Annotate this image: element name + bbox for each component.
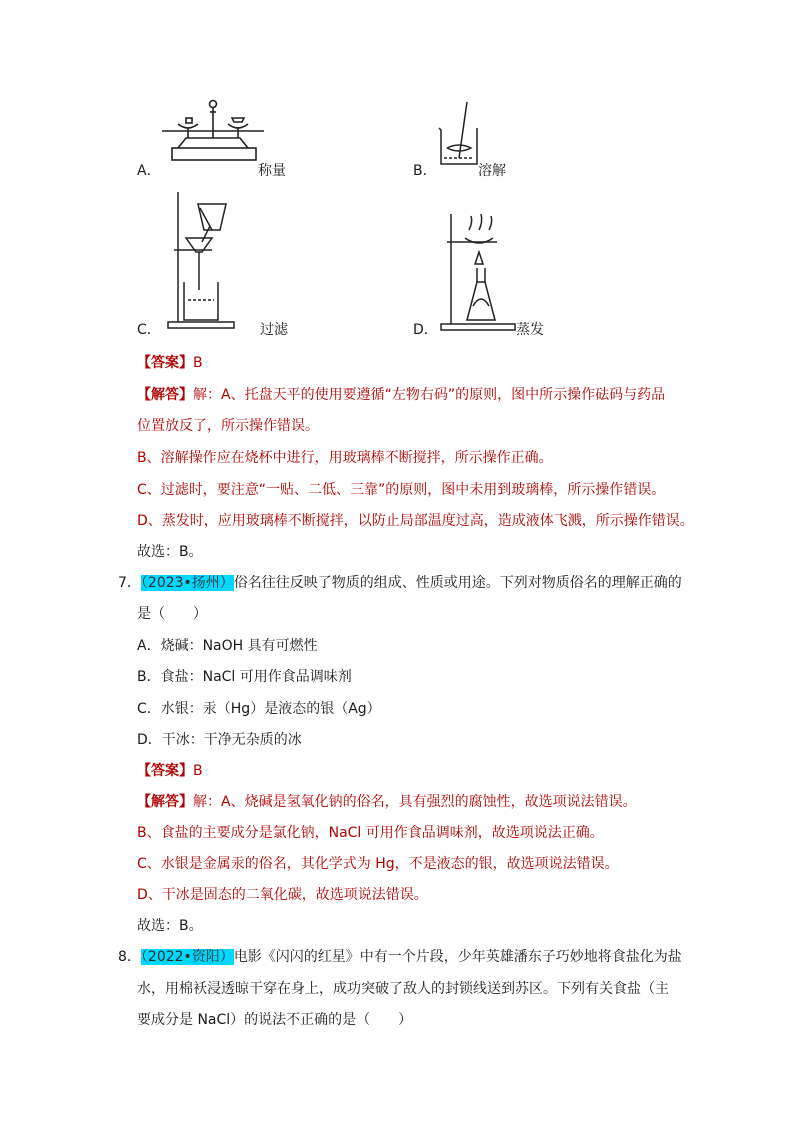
option-b-letter: B． [413, 163, 437, 179]
answer-label: 【答案】 [137, 763, 193, 779]
q6-analysis-line: D、蒸发时，应用玻璃棒不断搅拌，以防止局部温度过高，造成液体飞溅，所示操作错误。 [137, 513, 694, 529]
analysis-label: 【解答】 [137, 794, 193, 810]
beaker-stirring-figure [435, 98, 483, 168]
answer-value: B [193, 763, 203, 779]
balance-figure [158, 98, 268, 164]
q7-option-c: C．水银：汞（Hg）是液态的银（Ag） [137, 701, 381, 717]
answer-value: B [193, 355, 203, 371]
q6-analysis-line: 【解答】解：A、托盘天平的使用要遵循“左物右码”的原则，图中所示操作砝码与药品 [137, 387, 666, 403]
q6-analysis-line: C、过滤时，要注意“一贴、二低、三靠”的原则，图中未用到玻璃棒，所示操作错误。 [137, 482, 666, 498]
answer-label: 【答案】 [137, 355, 193, 371]
q8-stem-cont: 水，用棉袄浸透晾干穿在身上，成功突破了敌人的封锁线送到苏区。下列有关食盐（主 [137, 981, 669, 997]
analysis-label: 【解答】 [137, 387, 193, 403]
q6-analysis-line: B、溶解操作应在烧杯中进行，用玻璃棒不断搅拌，所示操作正确。 [137, 450, 553, 466]
q7-option-d: D．干冰：干净无杂质的冰 [137, 732, 302, 748]
q7-conclusion: 故选：B。 [137, 918, 203, 934]
option-b-caption: 溶解 [478, 163, 506, 179]
q7-source-tag: （2023•扬州） [140, 575, 234, 591]
q7-analysis-line: D、干冰是固态的二氧化碳，故选项说法错误。 [137, 887, 428, 903]
option-a-caption: 称量 [258, 163, 286, 179]
q7-number: 7． [118, 575, 141, 591]
q8-source-tag: （2022•资阳） [140, 949, 234, 965]
option-d-caption: 蒸发 [516, 322, 544, 338]
q7-stem-cont: 是（ ） [137, 606, 207, 622]
q8-number: 8． [118, 949, 141, 965]
q7-analysis-line: 【解答】解：A、烧碱是氢氧化钠的俗名，具有强烈的腐蚀性，故选项说法错误。 [137, 794, 637, 810]
q8-stem-cont: 要成分是 NaCl）的说法不正确的是（ ） [137, 1012, 413, 1028]
option-a-letter: A． [137, 163, 161, 179]
option-c-caption: 过滤 [260, 322, 288, 338]
filtration-figure [160, 190, 250, 330]
evaporation-figure [437, 212, 517, 332]
q8-stem: 8．（2022•资阳）电影《闪闪的红星》中有一个片段，少年英雄潘东子巧妙地将食盐化为盐 [118, 949, 682, 965]
q7-answer [137, 760, 203, 780]
q7-analysis-line: C、水银是金属汞的俗名，其化学式为 Hg，不是液态的银，故选项说法错误。 [137, 856, 619, 872]
q7-option-a: A．烧碱：NaOH 具有可燃性 [137, 638, 318, 654]
q7-stem: 7．（2023•扬州）俗名往往反映了物质的组成、性质或用途。下列对物质俗名的理解正确的 [118, 575, 682, 591]
q7-option-b: B．食盐：NaCl 可用作食品调味剂 [137, 669, 352, 685]
option-d-letter: D． [413, 322, 438, 338]
option-c-letter: C． [137, 322, 161, 338]
q6-answer [137, 352, 203, 372]
q6-conclusion: 故选：B。 [137, 544, 203, 560]
q6-analysis-line: 位置放反了，所示操作错误。 [137, 418, 319, 434]
q7-analysis-line: B、食盐的主要成分是氯化钠，NaCl 可用作食品调味剂，故选项说法正确。 [137, 825, 604, 841]
